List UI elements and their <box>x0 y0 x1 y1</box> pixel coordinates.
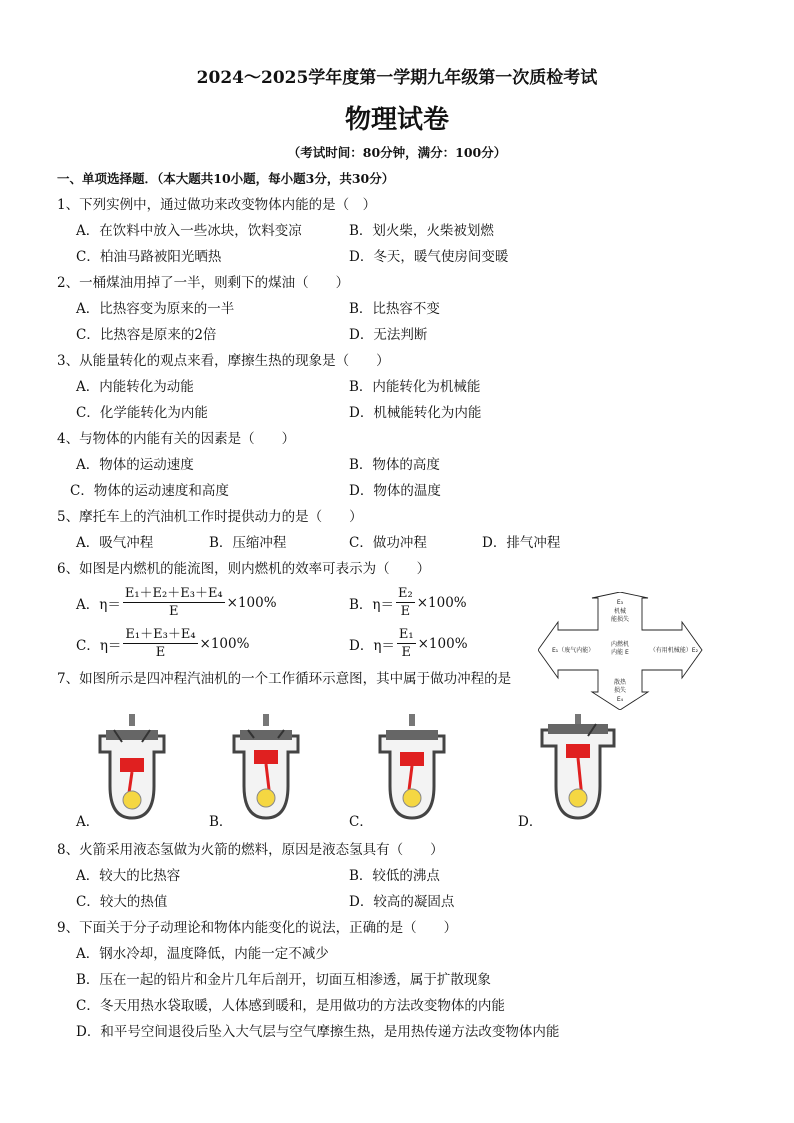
energy-flow-left-label: E₁（废气内能） <box>552 647 595 654</box>
q9-option-b: B．压在一起的铅片和金片几年后剖开，切面互相渗透，属于扩散现象 <box>76 972 491 988</box>
q5-option-b: B．压缩冲程 <box>209 535 287 551</box>
q6-option-d <box>349 626 468 661</box>
q2-option-d: D．无法判断 <box>349 327 428 343</box>
engine-a-piston <box>120 758 144 772</box>
question-4-stem: 4、与物体的内能有关的因素是（ ） <box>57 431 296 447</box>
exam-title: 2024～2025学年度第一学期九年级第一次质检考试 <box>196 68 598 88</box>
q3-option-b: B．内能转化为机械能 <box>349 379 481 395</box>
question-3-stem: 3、从能量转化的观点来看，摩擦生热的现象是（ ） <box>57 353 390 369</box>
q6-option-d-fraction <box>397 626 416 661</box>
q6-option-a-denominator: E <box>169 604 179 619</box>
energy-flow-top-line2: 机械 <box>613 608 627 615</box>
q6-option-c-prefix: C．η＝ <box>76 637 122 654</box>
q2-option-c: C．比热容是原来的2倍 <box>76 327 217 343</box>
q7-option-c: C． <box>349 814 373 830</box>
q1-option-d: D．冬天，暖气使房间变暖 <box>349 249 509 265</box>
engine-c-spark-plug <box>409 714 415 726</box>
engine-d-flywheel <box>569 789 587 807</box>
q6-option-a-numerator: E₁＋E₂＋E₃＋E₄ <box>124 586 223 601</box>
energy-flow-top-e3: E₃ <box>616 599 624 606</box>
q6-option-b-numerator: E₂ <box>398 586 413 601</box>
q6-option-b-prefix: B．η＝ <box>349 596 395 613</box>
paper-title: 物理试卷 <box>344 105 449 135</box>
q8-option-b: B．较低的沸点 <box>349 868 440 884</box>
engine-b-flywheel <box>257 789 275 807</box>
question-2-stem: 2、一桶煤油用掉了一半，则剩下的煤油（ ） <box>57 275 350 291</box>
q8-option-d: D．较高的凝固点 <box>349 894 455 910</box>
question-6-stem: 6、如图是内燃机的能流图，则内燃机的效率可表示为（ ） <box>57 561 431 577</box>
q1-option-b: B．划火柴，火柴被划燃 <box>349 223 494 239</box>
q4-option-c: C．物体的运动速度和高度 <box>70 483 229 499</box>
engine-diagram-d <box>538 712 618 822</box>
question-1-stem: 1、下列实例中，通过做功来改变物体内能的是（ ） <box>57 197 377 213</box>
q2-option-a: A．比热容变为原来的一半 <box>76 301 235 317</box>
question-8-stem: 8、火箭采用液态氢做为火箭的燃料，原因是液态氢具有（ ） <box>57 842 444 858</box>
engine-d-cylinder-head <box>548 724 608 734</box>
engine-c-piston <box>400 752 424 766</box>
q9-option-c: C．冬天用热水袋取暖，人体感到暖和，是用做功的方法改变物体的内能 <box>76 998 505 1014</box>
section-heading: 一、单项选择题．（本大题共10小题，每小题3分，共30分） <box>57 171 395 186</box>
q8-option-c: C．较大的热值 <box>76 894 168 910</box>
q5-option-d: D．排气冲程 <box>482 535 561 551</box>
q6-option-b <box>349 585 467 620</box>
q1-option-a: A．在饮料中放入一些冰块，饮料变凉 <box>76 223 302 239</box>
engine-a-flywheel <box>123 791 141 809</box>
energy-flow-bottom-line2: 损失 <box>613 687 627 694</box>
question-9-stem: 9、下面关于分子动理论和物体内能变化的说法，正确的是（ ） <box>57 920 458 936</box>
energy-flow-diagram <box>538 592 703 710</box>
question-7-stem: 7、如图所示是四冲程汽油机的一个工作循环示意图，其中属于做功冲程的是 <box>57 671 512 687</box>
engine-diagram-b <box>226 712 306 822</box>
q6-option-d-suffix: ×100% <box>417 635 468 652</box>
energy-flow-center-line2: 内能 E <box>611 649 629 656</box>
q4-option-b: B．物体的高度 <box>349 457 440 473</box>
q6-option-c-suffix: ×100% <box>199 635 250 652</box>
q6-option-d-prefix: D．η＝ <box>349 637 395 654</box>
q7-option-a: A． <box>76 814 100 830</box>
engine-b-cylinder-head <box>240 730 292 740</box>
q4-option-a: A．物体的运动速度 <box>76 457 194 473</box>
q9-option-a: A．钢水冷却，温度降低，内能一定不减少 <box>76 946 329 962</box>
energy-flow-top-line3: 能损失 <box>610 616 630 623</box>
q6-option-d-numerator: E₁ <box>398 627 414 642</box>
energy-flow-center-line1: 内燃机 <box>610 641 630 648</box>
q4-option-d: D．物体的温度 <box>349 483 441 499</box>
q3-option-c: C．化学能转化为内能 <box>76 405 208 421</box>
engine-diagram-c <box>372 712 452 822</box>
engine-d-piston <box>566 744 590 758</box>
q7-option-d: D． <box>518 814 543 830</box>
exam-info: （考试时间：80分钟，满分：100分） <box>287 145 507 160</box>
energy-flow-right-label: （有用机械能）E₂ <box>649 647 698 654</box>
q6-option-b-denominator: E <box>400 604 411 619</box>
engine-c-cylinder-head <box>386 730 438 740</box>
energy-flow-bottom-e4: E₄ <box>616 696 624 703</box>
q6-option-a <box>76 585 277 620</box>
q7-option-b: B． <box>209 814 233 830</box>
q6-option-c-numerator: E₁＋E₃＋E₄ <box>125 627 196 642</box>
q9-option-d: D．和平号空间退役后坠入大气层与空气摩擦生热，是用热传递方法改变物体内能 <box>76 1024 560 1040</box>
engine-b-spark-plug <box>263 714 269 726</box>
q6-option-a-fraction <box>123 585 225 620</box>
q6-option-d-denominator: E <box>401 645 412 660</box>
q3-option-a: A．内能转化为动能 <box>76 379 194 395</box>
q5-option-c: C．做功冲程 <box>349 535 427 551</box>
q6-option-a-prefix: A．η＝ <box>76 596 121 613</box>
q8-option-a: A．较大的比热容 <box>76 868 181 884</box>
energy-flow-bottom-line1: 散热 <box>613 679 627 686</box>
q3-option-d: D．机械能转化为内能 <box>349 405 482 421</box>
engine-diagram-a <box>92 712 172 822</box>
q2-option-b: B．比热容不变 <box>349 301 440 317</box>
q5-option-a: A．吸气冲程 <box>76 535 154 551</box>
question-5-stem: 5、摩托车上的汽油机工作时提供动力的是（ ） <box>57 509 363 525</box>
q6-option-c-denominator: E <box>155 645 166 660</box>
q6-option-a-suffix: ×100% <box>226 594 277 611</box>
q1-option-c: C．柏油马路被阳光晒热 <box>76 249 222 265</box>
engine-b-piston <box>254 750 278 764</box>
engine-c-flywheel <box>403 789 421 807</box>
q6-option-c-fraction <box>123 626 197 661</box>
q6-option-b-suffix: ×100% <box>416 594 467 611</box>
engine-a-spark-plug <box>129 714 135 726</box>
q6-option-b-fraction <box>396 585 415 620</box>
q6-option-c <box>76 626 249 661</box>
